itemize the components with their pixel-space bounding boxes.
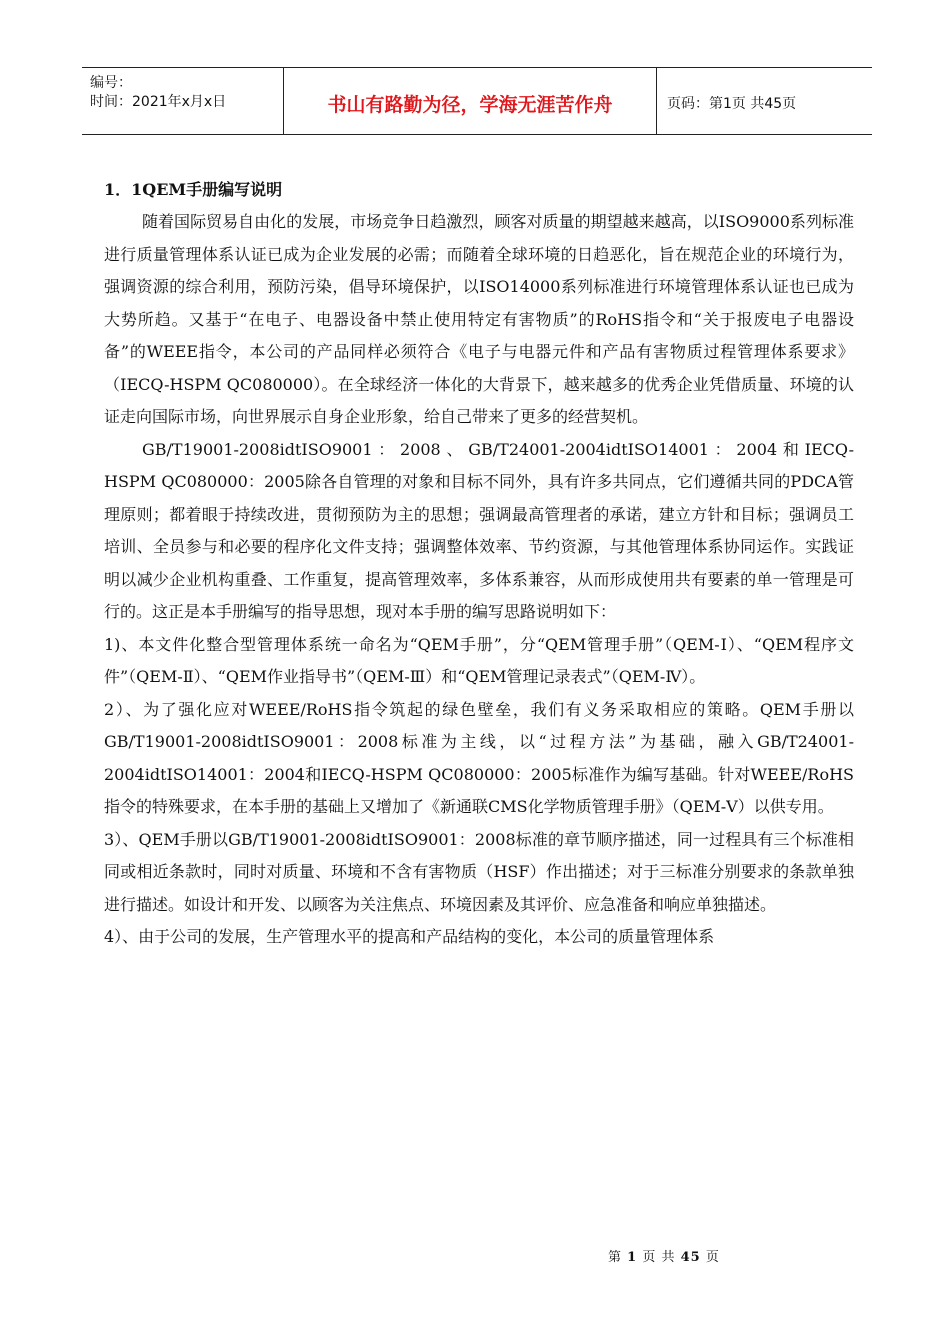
footer-prefix: 第 bbox=[608, 1250, 623, 1265]
list-item: 4）、由于公司的发展，生产管理水平的提高和产品结构的变化，本公司的质量管理体系 bbox=[104, 927, 715, 946]
page-header bbox=[82, 67, 872, 135]
list-item: 1)、本文件化整合型管理体系统一命名为“QEM手册”，分“QEM管理手册”（QEM-Ⅰ）、“QEM程序文件”（QEM-Ⅱ）、“QEM作业指导书”（QEM-Ⅲ）和“QEM管理记录表式”（QEM-Ⅳ）。 bbox=[104, 634, 854, 686]
footer-middle: 页 共 bbox=[642, 1250, 676, 1265]
header-page-info: 页码：第1页 共45页 bbox=[667, 96, 797, 112]
list-item: 3）、QEM手册以GB/T19001-2008idtISO9001：2008标准的章节顺序描述，同一过程具有三个标准相同或相近条款时，同时对质量、环境和不含有害物质（HSF）作出描述；对于三标准分别要求的条款单独进行描述。如设计和开发、以顾客为关注焦点、环境因素及其评价、应急准备和响应单独描述。 bbox=[104, 829, 854, 914]
page-footer bbox=[608, 1246, 720, 1265]
document-body bbox=[104, 174, 854, 954]
footer-suffix: 页 bbox=[705, 1250, 720, 1265]
document-date: 时间：2021年x月x日 bbox=[90, 94, 227, 110]
list-item: 2）、为了强化应对WEEE/RoHS指令筑起的绿色壁垒，我们有义务采取相应的策略。QEM手册以GB/T19001-2008idtISO9001：2008标准为主线，以“过程方法”为基础，融入GB/T24001-2004idtISO14001：2004和IECQ-HSPM QC080000：2005标准作为编写基础。针对WEEE/RoHS指令的特殊要求，在本手册的基础上又增加了《新通联CMS化学物质管理手册》（QEM-Ⅴ）以供专用。 bbox=[104, 699, 854, 816]
footer-page-number: 1 bbox=[627, 1250, 638, 1265]
footer-total-pages: 45 bbox=[680, 1250, 701, 1265]
paragraph: GB/T19001-2008idtISO9001：2008、GB/T24001-2004idtISO14001：2004和IECQ-HSPM QC080000：2005除各自管理的对象和目标不同外，具有许多共同点，它们遵循共同的PDCA管理原则；都着眼于持续改进，贯彻预防为主的思想；强调最高管理者的承诺，建立方针和目标；强调员工培训、全员参与和必要的程序化文件支持；强调整体效率、节约资源，与其他管理体系协同运作。实践证明以减少企业机构重叠、工作重复，提高管理效率，多体系兼容，从而形成使用共有要素的单一管理是可行的。这正是本手册编写的指导思想，现对本手册的编写思路说明如下： bbox=[104, 439, 854, 621]
section-title: 1．1QEM手册编写说明 bbox=[104, 180, 283, 199]
header-meta bbox=[82, 68, 284, 134]
paragraph: 随着国际贸易自由化的发展，市场竞争日趋激烈，顾客对质量的期望越来越高，以ISO9000系列标准进行质量管理体系认证已成为企业发展的必需；而随着全球环境的日趋恶化，旨在规范企业的环境行为，强调资源的综合利用，预防污染，倡导环境保护，以ISO14000系列标准进行环境管理体系认证也已成为大势所趋。又基于“在电子、电器设备中禁止使用特定有害物质”的RoHS指令和“关于报废电子电器设备”的WEEE指令，本公司的产品同样必须符合《电子与电器元件和产品有害物质过程管理体系要求》（IECQ-HSPM QC080000）。在全球经济一体化的大背景下，越来越多的优秀企业凭借质量、环境的认证走向国际市场，向世界展示自身企业形象，给自己带来了更多的经营契机。 bbox=[104, 212, 854, 426]
header-motto: 书山有路勤为径，学海无涯苦作舟 bbox=[284, 68, 657, 134]
document-number-label: 编号： bbox=[90, 75, 132, 91]
